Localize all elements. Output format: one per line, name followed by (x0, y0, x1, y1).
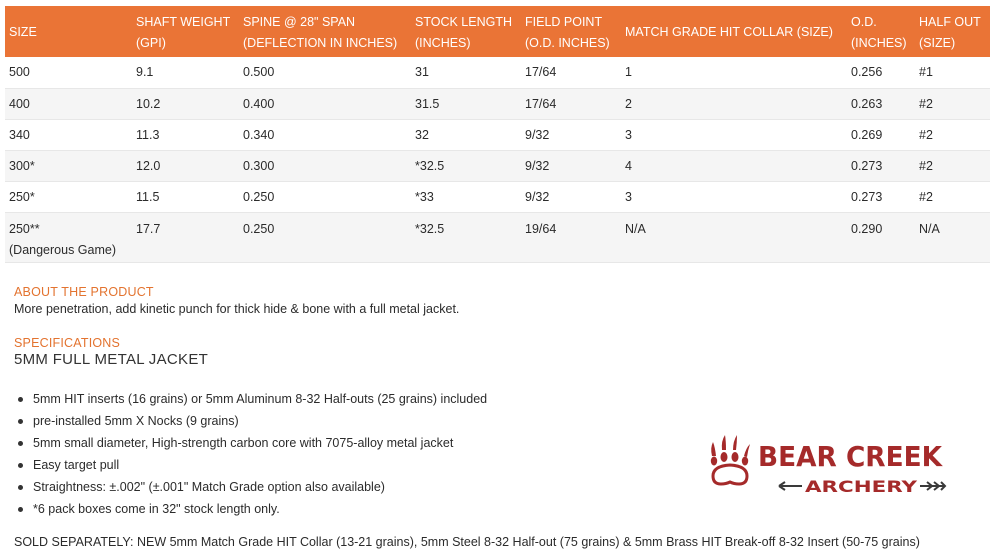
about-text: More penetration, add kinetic punch for thick hide & bone with a full metal jacket. (14, 302, 460, 316)
cell-stock-length: 32 (411, 119, 521, 150)
cell-od: 0.269 (847, 119, 915, 150)
cell-spine: 0.250 (239, 181, 411, 212)
cell-hit-collar: N/A (621, 212, 847, 262)
col-header-shaft-weight: SHAFT WEIGHT (GPI) (136, 14, 231, 50)
col-header-half-out: HALF OUT (SIZE) (919, 14, 981, 50)
cell-half-out: #2 (915, 119, 990, 150)
table-row (5, 88, 990, 119)
cell-half-out: #2 (915, 150, 990, 181)
table-row (5, 212, 990, 262)
list-item: 5mm HIT inserts (16 grains) or 5mm Aluminum 8-32 Half-outs (25 grains) included (18, 389, 487, 411)
table-row (5, 57, 990, 88)
col-header-field-point: FIELD POINT (O.D. INCHES) (525, 14, 610, 50)
specifications-label: SPECIFICATIONS (14, 336, 121, 350)
specifications-title: 5MM FULL METAL JACKET (14, 351, 209, 368)
bear-paw-icon (711, 435, 750, 484)
table-header-row (5, 6, 990, 57)
cell-half-out: #2 (915, 88, 990, 119)
cell-shaft-weight: 17.7 (132, 212, 239, 262)
cell-hit-collar: 2 (621, 88, 847, 119)
cell-hit-collar: 1 (621, 57, 847, 88)
cell-field-point: 9/32 (521, 181, 621, 212)
cell-spine: 0.400 (239, 88, 411, 119)
cell-shaft-weight: 10.2 (132, 88, 239, 119)
about-label: ABOUT THE PRODUCT (14, 285, 154, 299)
cell-size-value: 250** (9, 221, 40, 236)
cell-od: 0.290 (847, 212, 915, 262)
cell-size: 250* (5, 181, 132, 212)
bear-creek-archery-logo (705, 430, 950, 500)
cell-size: 300* (5, 150, 132, 181)
cell-shaft-weight: 9.1 (132, 57, 239, 88)
cell-stock-length: *32.5 (411, 212, 521, 262)
cell-field-point: 19/64 (521, 212, 621, 262)
cell-stock-length: *33 (411, 181, 521, 212)
cell-od: 0.256 (847, 57, 915, 88)
cell-shaft-weight: 11.5 (132, 181, 239, 212)
cell-od: 0.273 (847, 150, 915, 181)
col-header-stock-length: STOCK LENGTH (INCHES) (415, 14, 513, 50)
cell-stock-length: 31.5 (411, 88, 521, 119)
table-row (5, 119, 990, 150)
logo-title: BEAR CREEK (758, 440, 944, 473)
list-item: *6 pack boxes come in 32" stock length only. (18, 499, 487, 521)
col-header-size: SIZE (9, 25, 37, 39)
table-row (5, 150, 990, 181)
cell-hit-collar: 3 (621, 181, 847, 212)
cell-od: 0.273 (847, 181, 915, 212)
logo-subtitle: ARCHERY (805, 477, 918, 496)
cell-spine: 0.340 (239, 119, 411, 150)
cell-stock-length: *32.5 (411, 150, 521, 181)
cell-size: 340 (5, 119, 132, 150)
cell-spine: 0.500 (239, 57, 411, 88)
list-item: pre-installed 5mm X Nocks (9 grains) (18, 411, 487, 433)
list-item: Easy target pull (18, 455, 487, 477)
cell-shaft-weight: 12.0 (132, 150, 239, 181)
cell-hit-collar: 4 (621, 150, 847, 181)
sold-separately-text: SOLD SEPARATELY: NEW 5mm Match Grade HIT Collar (13-21 grains), 5mm Steel 8-32 Half-out (75 grains) & 5mm Brass HIT Break-off 8-32 Insert (50-75 grains) (14, 535, 920, 549)
col-header-spine: SPINE @ 28" SPAN (DEFLECTION IN INCHES) (243, 14, 398, 50)
cell-spine: 0.250 (239, 212, 411, 262)
list-item: 5mm small diameter, High-strength carbon core with 7075-alloy metal jacket (18, 433, 487, 455)
cell-stock-length: 31 (411, 57, 521, 88)
spec-bullet-list (18, 389, 487, 521)
dangerous-game-note: (Dangerous Game) (9, 242, 116, 257)
list-item: Straightness: ±.002" (±.001" Match Grade option also available) (18, 477, 487, 499)
cell-spine: 0.300 (239, 150, 411, 181)
cell-field-point: 9/32 (521, 119, 621, 150)
spec-table (5, 6, 990, 263)
cell-shaft-weight: 11.3 (132, 119, 239, 150)
cell-half-out: N/A (915, 212, 990, 262)
cell-half-out: #1 (915, 57, 990, 88)
cell-od: 0.263 (847, 88, 915, 119)
table-row (5, 181, 990, 212)
cell-field-point: 17/64 (521, 88, 621, 119)
cell-hit-collar: 3 (621, 119, 847, 150)
cell-size (5, 212, 132, 262)
cell-size: 400 (5, 88, 132, 119)
col-header-hit-collar: MATCH GRADE HIT COLLAR (SIZE) (625, 25, 833, 39)
cell-field-point: 17/64 (521, 57, 621, 88)
cell-field-point: 9/32 (521, 150, 621, 181)
cell-size: 500 (5, 57, 132, 88)
cell-half-out: #2 (915, 181, 990, 212)
col-header-od: O.D. (INCHES) (851, 14, 907, 50)
